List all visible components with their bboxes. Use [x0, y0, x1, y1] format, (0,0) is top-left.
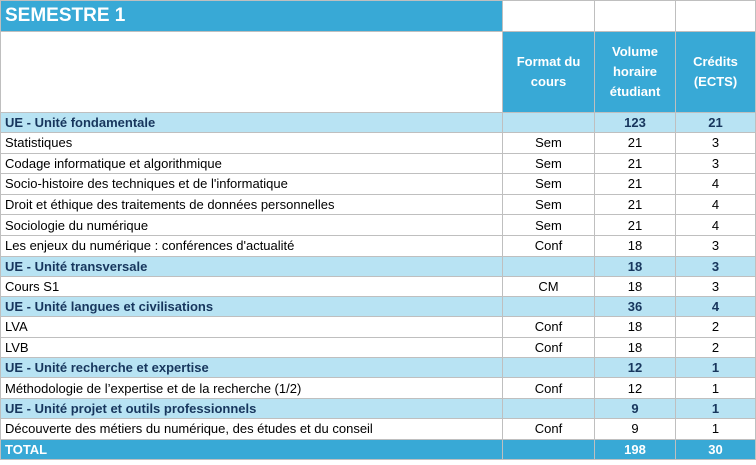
course-format: Sem [503, 133, 595, 154]
course-credits: 2 [676, 317, 756, 338]
course-row [1, 418, 756, 439]
course-name: Droit et éthique des traitements de données personnelles [1, 194, 503, 215]
course-credits: 3 [676, 133, 756, 154]
course-format: Conf [503, 317, 595, 338]
course-volume: 18 [595, 337, 676, 358]
section-format-empty [503, 358, 595, 378]
course-row [1, 235, 756, 256]
section-credits: 21 [676, 113, 756, 133]
course-name: Codage informatique et algorithmique [1, 153, 503, 174]
column-header-row [1, 32, 756, 113]
section-name: UE - Unité fondamentale [1, 113, 503, 133]
course-row [1, 194, 756, 215]
course-volume: 12 [595, 378, 676, 399]
course-volume: 21 [595, 215, 676, 236]
course-credits: 2 [676, 337, 756, 358]
course-row [1, 378, 756, 399]
course-credits: 1 [676, 418, 756, 439]
course-volume: 18 [595, 276, 676, 297]
empty-cell [676, 1, 756, 32]
section-credits: 1 [676, 398, 756, 418]
course-format: Conf [503, 378, 595, 399]
section-credits: 3 [676, 256, 756, 276]
section-row [1, 297, 756, 317]
total-credits: 30 [676, 439, 756, 459]
section-credits: 1 [676, 358, 756, 378]
course-credits: 4 [676, 174, 756, 195]
course-row [1, 215, 756, 236]
course-format: Sem [503, 174, 595, 195]
section-row [1, 256, 756, 276]
course-row [1, 133, 756, 154]
section-row [1, 398, 756, 418]
course-format: Conf [503, 418, 595, 439]
empty-cell [595, 1, 676, 32]
course-volume: 21 [595, 194, 676, 215]
section-row [1, 113, 756, 133]
course-volume: 18 [595, 235, 676, 256]
section-volume: 123 [595, 113, 676, 133]
section-format-empty [503, 256, 595, 276]
course-credits: 4 [676, 194, 756, 215]
total-format-empty [503, 439, 595, 459]
section-format-empty [503, 113, 595, 133]
total-label: TOTAL [1, 439, 503, 459]
course-format: Sem [503, 153, 595, 174]
course-row [1, 276, 756, 297]
header-format: Format du cours [503, 32, 595, 113]
course-volume: 21 [595, 133, 676, 154]
header-credits: Crédits (ECTS) [676, 32, 756, 113]
section-name: UE - Unité recherche et expertise [1, 358, 503, 378]
course-credits: 1 [676, 378, 756, 399]
section-volume: 12 [595, 358, 676, 378]
course-volume: 21 [595, 174, 676, 195]
empty-header-cell [1, 32, 503, 113]
total-row [1, 439, 756, 459]
course-name: Méthodologie de l’expertise et de la recherche (1/2) [1, 378, 503, 399]
course-name: Socio-histoire des techniques et de l'informatique [1, 174, 503, 195]
course-row [1, 174, 756, 195]
course-format: Conf [503, 337, 595, 358]
course-format: Sem [503, 215, 595, 236]
semester-title-row [1, 1, 756, 32]
course-name: Les enjeux du numérique : conférences d'actualité [1, 235, 503, 256]
course-row [1, 317, 756, 338]
header-volume: Volume horaire étudiant [595, 32, 676, 113]
course-name: Découverte des métiers du numérique, des études et du conseil [1, 418, 503, 439]
section-credits: 4 [676, 297, 756, 317]
section-row [1, 358, 756, 378]
semester-title: SEMESTRE 1 [1, 1, 503, 32]
empty-cell [503, 1, 595, 32]
section-format-empty [503, 297, 595, 317]
course-credits: 4 [676, 215, 756, 236]
section-volume: 18 [595, 256, 676, 276]
course-name: Sociologie du numérique [1, 215, 503, 236]
course-name: Statistiques [1, 133, 503, 154]
total-volume: 198 [595, 439, 676, 459]
course-volume: 9 [595, 418, 676, 439]
section-format-empty [503, 398, 595, 418]
course-name: Cours S1 [1, 276, 503, 297]
course-name: LVB [1, 337, 503, 358]
section-volume: 36 [595, 297, 676, 317]
course-row [1, 337, 756, 358]
section-name: UE - Unité langues et civilisations [1, 297, 503, 317]
section-name: UE - Unité transversale [1, 256, 503, 276]
course-credits: 3 [676, 235, 756, 256]
course-credits: 3 [676, 153, 756, 174]
course-credits: 3 [676, 276, 756, 297]
course-volume: 18 [595, 317, 676, 338]
course-format: CM [503, 276, 595, 297]
section-volume: 9 [595, 398, 676, 418]
course-name: LVA [1, 317, 503, 338]
section-name: UE - Unité projet et outils professionnels [1, 398, 503, 418]
course-row [1, 153, 756, 174]
course-format: Conf [503, 235, 595, 256]
course-volume: 21 [595, 153, 676, 174]
course-format: Sem [503, 194, 595, 215]
